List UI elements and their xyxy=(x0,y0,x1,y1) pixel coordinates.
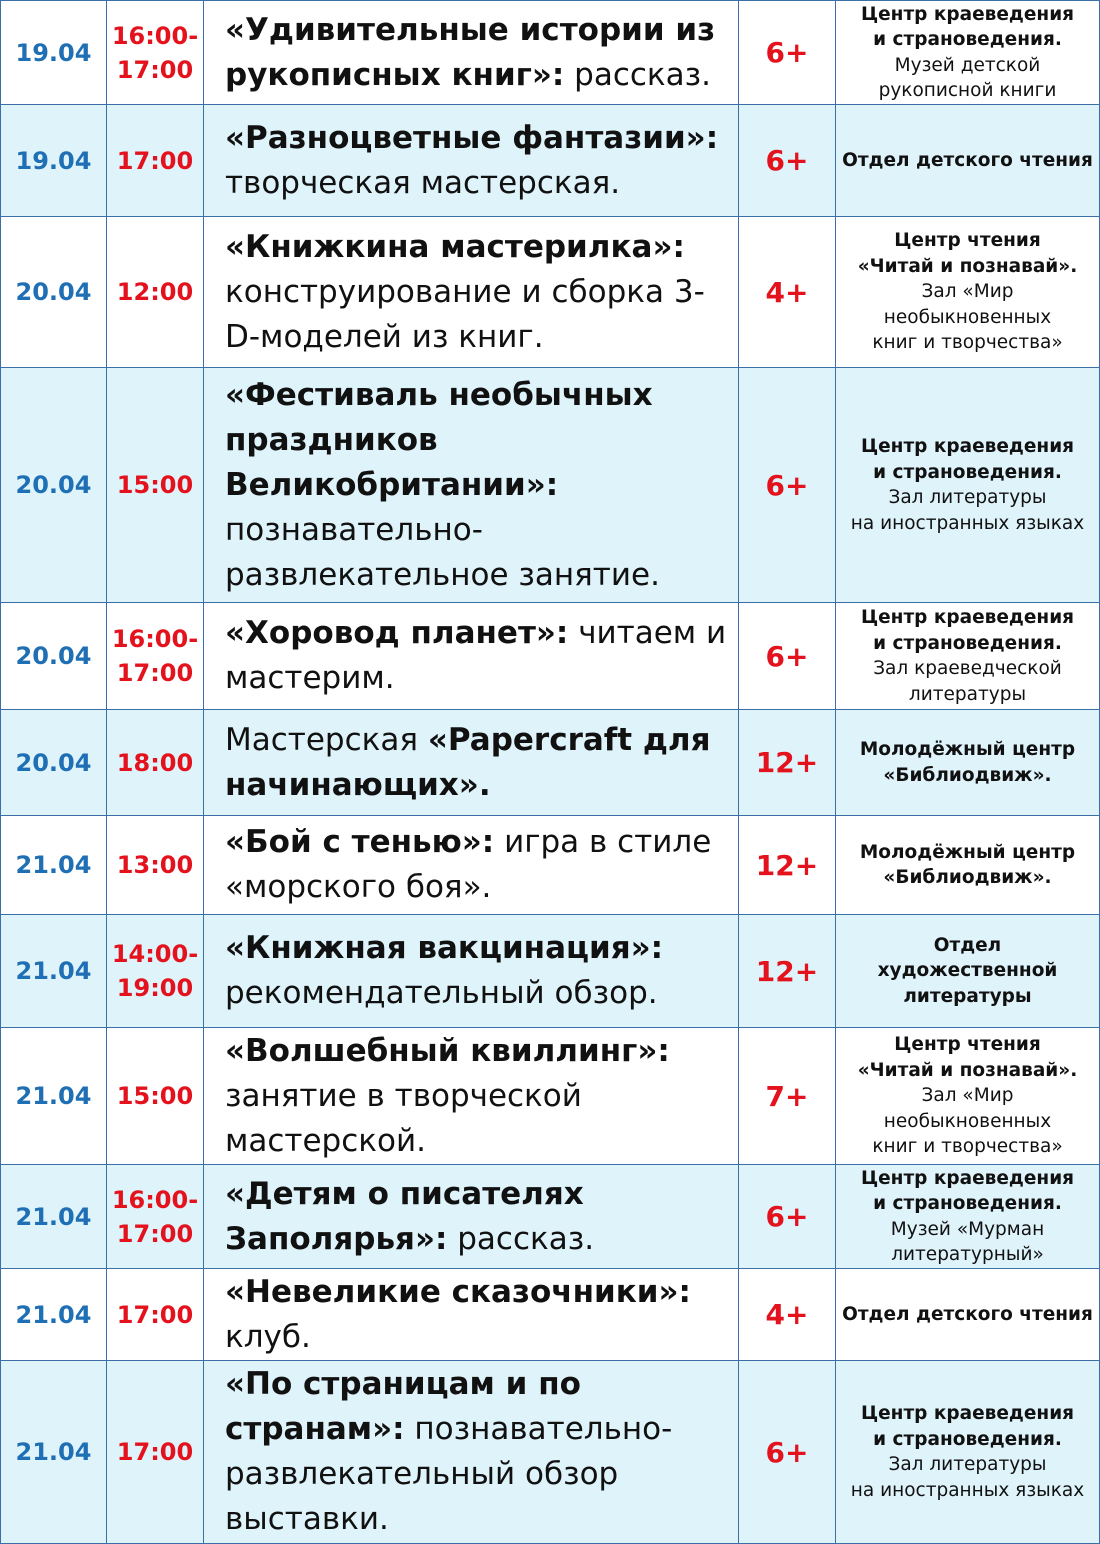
event-title: «Хоровод планет»: xyxy=(225,615,569,651)
event-time-line: 15:00 xyxy=(116,1082,194,1110)
event-time xyxy=(107,105,204,217)
event-type: познавательно-развлекательный обзор выставки. xyxy=(225,1411,673,1537)
event-description xyxy=(204,105,739,217)
event-title: «Удивительные истории из рукописных книг»: xyxy=(225,11,716,93)
location-name-line: Молодёжный центр xyxy=(859,841,1076,863)
location-room-line: необыкновенных xyxy=(883,1110,1052,1132)
location-room-line: Зал литературы xyxy=(888,1454,1047,1475)
event-date: 19.04 xyxy=(1,105,107,217)
event-description xyxy=(204,368,739,603)
table-row xyxy=(1,1028,1100,1165)
location-name-line: художественной xyxy=(877,960,1058,982)
event-date: 21.04 xyxy=(1,1165,107,1269)
event-date: 20.04 xyxy=(1,603,107,710)
age-rating: 6+ xyxy=(739,603,836,710)
location-name-line: Молодёжный центр xyxy=(859,739,1076,760)
event-description xyxy=(204,1028,739,1165)
event-time xyxy=(107,368,204,603)
location-room-line: на иностранных языках xyxy=(850,512,1085,534)
event-type: творческая мастерская. xyxy=(225,164,621,201)
event-location xyxy=(836,217,1100,368)
table-row xyxy=(1,1,1100,105)
event-date: 19.04 xyxy=(1,1,107,105)
table-row xyxy=(1,217,1100,368)
event-date: 20.04 xyxy=(1,217,107,368)
event-location xyxy=(836,1,1100,105)
location-name-line: и страноведения. xyxy=(873,29,1062,50)
event-time-line: 15:00 xyxy=(116,471,194,499)
event-time xyxy=(107,217,204,368)
table-row xyxy=(1,105,1100,217)
table-row xyxy=(1,1361,1100,1544)
location-name-line: Центр краеведения xyxy=(860,607,1075,628)
age-rating: 7+ xyxy=(739,1028,836,1165)
event-description xyxy=(204,915,739,1028)
table-row xyxy=(1,368,1100,603)
location-room-line: Зал краеведческой xyxy=(873,658,1062,679)
event-time-line: 17:00 xyxy=(116,659,194,687)
location-name-line: и страноведения. xyxy=(873,632,1062,654)
location-room-line: Зал «Мир xyxy=(921,1085,1014,1107)
event-prefix: Мастерская xyxy=(225,721,428,758)
location-name-line: Центр краеведения xyxy=(860,1403,1075,1424)
location-room-line: на иностранных языках xyxy=(850,1479,1085,1501)
event-title: «Книжкина мастерилка»: xyxy=(225,228,685,265)
event-time-line: 17:00 xyxy=(116,146,194,175)
location-name-line: «Читай и познавай». xyxy=(857,255,1078,277)
age-rating: 6+ xyxy=(739,1361,836,1544)
event-title: «Разноцветные фантазии»: xyxy=(225,119,719,156)
location-room-line: книг и творчества» xyxy=(872,1136,1063,1158)
event-date: 21.04 xyxy=(1,816,107,915)
event-description xyxy=(204,1,739,105)
event-time xyxy=(107,816,204,915)
event-time xyxy=(107,1361,204,1544)
schedule-body xyxy=(1,1,1100,1544)
location-name-line: Центр чтения xyxy=(894,230,1041,252)
event-time-line: 18:00 xyxy=(116,748,194,777)
age-rating: 6+ xyxy=(739,368,836,603)
age-rating: 12+ xyxy=(739,915,836,1028)
event-title: «Фестиваль необычных праздников Великобритании»: xyxy=(225,376,653,503)
event-time-line: 16:00- xyxy=(111,625,199,653)
event-location xyxy=(836,368,1100,603)
event-title: «Детям о писателях Заполярья»: xyxy=(225,1175,584,1257)
event-type: познавательно-развлекательное занятие. xyxy=(225,511,660,593)
location-room-line: Зал «Мир xyxy=(921,281,1014,303)
event-title: «Волшебный квиллинг»: xyxy=(225,1032,670,1069)
event-title: «По страницам и по странам»: xyxy=(225,1366,581,1447)
event-time-line: 16:00- xyxy=(111,21,199,50)
location-room-line: рукописной книги xyxy=(878,80,1057,101)
event-date: 21.04 xyxy=(1,1028,107,1165)
event-description xyxy=(204,1165,739,1269)
location-name-line: Центр чтения xyxy=(894,1034,1041,1056)
age-rating: 4+ xyxy=(739,1269,836,1361)
location-room-line: Музей детской xyxy=(894,54,1041,76)
location-name-line: Центр краеведения xyxy=(860,1167,1075,1189)
location-room-line: литературы xyxy=(908,683,1027,705)
event-title: «Papercraft для начинающих». xyxy=(225,721,711,803)
event-location xyxy=(836,1165,1100,1269)
location-name-line: «Библиодвиж». xyxy=(883,867,1052,888)
event-type: занятие в творческой мастерской. xyxy=(225,1077,582,1159)
location-name-line: Центр краеведения xyxy=(860,436,1075,457)
location-room-line: необыкновенных xyxy=(883,306,1052,328)
location-name-line: Отдел xyxy=(933,934,1002,956)
event-date: 20.04 xyxy=(1,710,107,816)
location-name-line: и страноведения. xyxy=(873,1428,1062,1450)
event-description xyxy=(204,1269,739,1361)
event-date: 21.04 xyxy=(1,1361,107,1544)
event-description xyxy=(204,1361,739,1544)
event-time xyxy=(107,1,204,105)
event-time-line: 14:00- xyxy=(111,940,199,968)
event-time xyxy=(107,1165,204,1269)
event-title: «Невеликие сказочники»: xyxy=(225,1273,691,1310)
event-location xyxy=(836,105,1100,217)
event-description xyxy=(204,710,739,816)
event-location xyxy=(836,603,1100,710)
event-time-line: 17:00 xyxy=(116,1438,194,1466)
event-description xyxy=(204,217,739,368)
event-type: рассказ. xyxy=(447,1220,595,1257)
event-time-line: 19:00 xyxy=(116,974,194,1002)
event-time xyxy=(107,603,204,710)
age-rating: 6+ xyxy=(739,1,836,105)
event-type: игра в стиле «морского боя». xyxy=(225,824,712,905)
event-type: клуб. xyxy=(225,1318,311,1355)
location-name-line: Отдел детского чтения xyxy=(842,1303,1093,1325)
location-room-line: Зал литературы xyxy=(888,487,1047,508)
age-rating: 6+ xyxy=(739,105,836,217)
event-time xyxy=(107,710,204,816)
event-type: конструирование и сборка 3-D-моделей из книг. xyxy=(225,273,705,355)
event-date: 21.04 xyxy=(1,1269,107,1361)
event-type: рассказ. xyxy=(564,56,711,93)
location-name-line: литературы xyxy=(903,985,1032,1007)
event-date: 20.04 xyxy=(1,368,107,603)
location-room-line: книг и творчества» xyxy=(872,332,1063,354)
location-name-line: «Библиодвиж». xyxy=(883,764,1052,786)
table-row xyxy=(1,915,1100,1028)
event-time-line: 16:00- xyxy=(111,1185,199,1214)
location-room-line: Музей «Мурман xyxy=(890,1218,1045,1240)
event-description xyxy=(204,816,739,915)
event-date: 21.04 xyxy=(1,915,107,1028)
table-row xyxy=(1,816,1100,915)
event-description xyxy=(204,603,739,710)
event-time-line: 17:00 xyxy=(116,1300,194,1329)
event-time xyxy=(107,1028,204,1165)
location-name-line: Отдел детского чтения xyxy=(842,149,1093,171)
age-rating: 12+ xyxy=(739,816,836,915)
location-room-line: литературный» xyxy=(891,1244,1044,1265)
table-row xyxy=(1,1269,1100,1361)
age-rating: 6+ xyxy=(739,1165,836,1269)
table-row xyxy=(1,603,1100,710)
location-name-line: «Читай и познавай». xyxy=(857,1059,1078,1081)
event-time-line: 13:00 xyxy=(116,851,194,879)
event-title: «Бой с тенью»: xyxy=(225,824,495,860)
event-location xyxy=(836,1028,1100,1165)
event-location xyxy=(836,1361,1100,1544)
event-type: рекомендательный обзор. xyxy=(225,975,658,1011)
table-row xyxy=(1,710,1100,816)
event-location xyxy=(836,816,1100,915)
age-rating: 12+ xyxy=(739,710,836,816)
event-location xyxy=(836,1269,1100,1361)
event-location xyxy=(836,710,1100,816)
event-title: «Книжная вакцинация»: xyxy=(225,930,664,966)
event-time xyxy=(107,1269,204,1361)
event-time-line: 17:00 xyxy=(116,1219,194,1248)
event-time-line: 12:00 xyxy=(116,278,194,306)
location-name-line: и страноведения. xyxy=(873,461,1062,483)
location-name-line: Центр краеведения xyxy=(860,3,1075,25)
event-time-line: 17:00 xyxy=(116,55,194,84)
event-location xyxy=(836,915,1100,1028)
age-rating: 4+ xyxy=(739,217,836,368)
event-time xyxy=(107,915,204,1028)
table-row xyxy=(1,1165,1100,1269)
location-name-line: и страноведения. xyxy=(873,1193,1062,1214)
event-type: читаем и мастерим. xyxy=(225,615,727,696)
